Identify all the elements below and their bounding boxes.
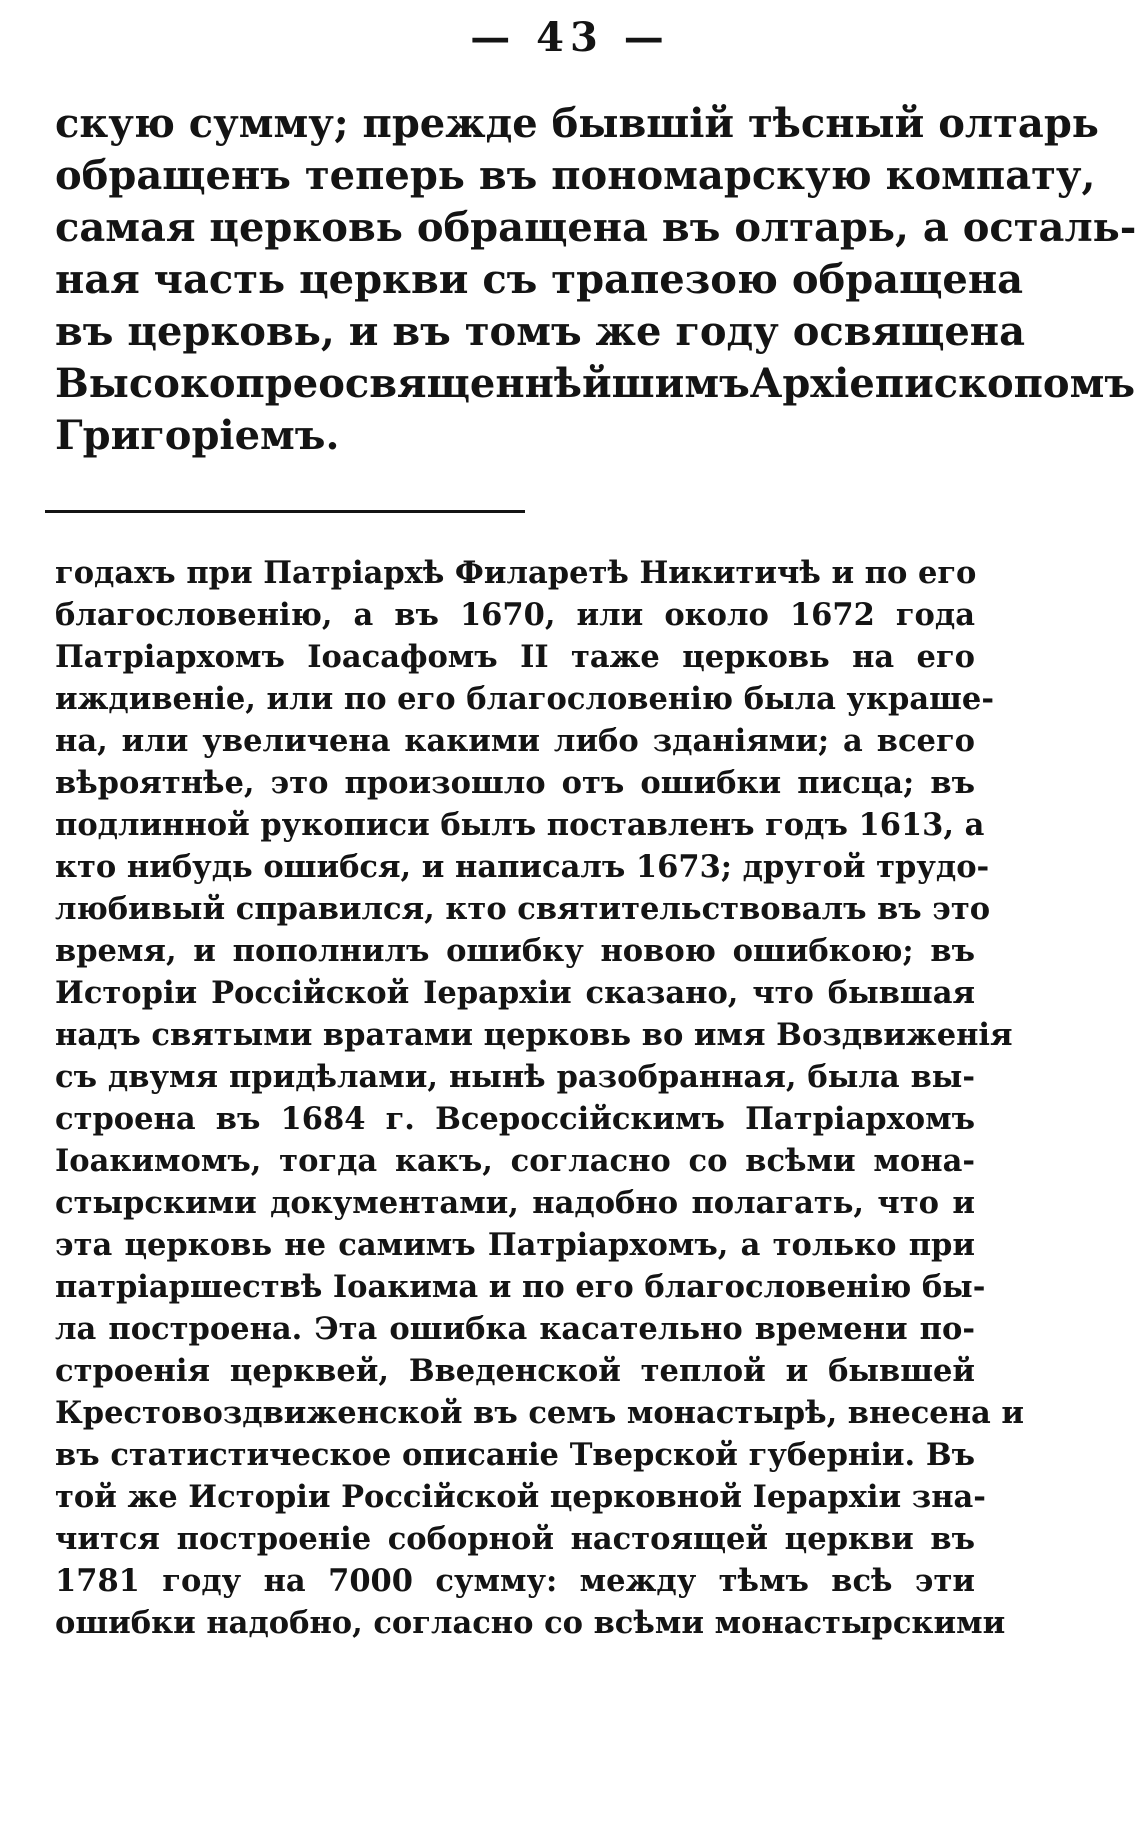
footnote-line: годахъ при Патріархѣ Филаретѣ Никитичѣ и по его	[55, 555, 977, 591]
footnote-line: ла построена. Эта ошибка касательно времени по-	[55, 1311, 975, 1347]
footnote-line: той же Исторіи Россійской церковной Іерархіи зна-	[55, 1479, 986, 1515]
footnote-line: время, и пополнилъ ошибку новою ошибкою; въ	[55, 933, 975, 969]
footnote-line: строена въ 1684 г. Всероссійскимъ Патріархомъ	[55, 1101, 975, 1137]
footnote-line: на, или увеличена какими либо зданіями; а всего	[55, 723, 975, 759]
footnote-line: вѣроятнѣе, это произошло отъ ошибки писца; въ	[55, 765, 975, 801]
footnote-line: иждивеніе, или по его благословенію была украше-	[55, 681, 994, 717]
footnote-line: Исторіи Россійской Іерархіи сказано, что бывшая	[55, 975, 975, 1011]
footnote-line: 1781 году на 7000 сумму: между тѣмъ всѣ эти	[55, 1563, 975, 1599]
footnote-line: надъ святыми вратами церковь во имя Воздвиженія	[55, 1017, 1013, 1053]
footnote	[55, 552, 1025, 1644]
footnote-line: благословенію, а въ 1670, или около 1672 года	[55, 597, 975, 633]
footnote-line: Крестовоздвиженской въ семъ монастырѣ, внесена и	[55, 1395, 1025, 1431]
main-text-line: самая церковь обращена въ олтарь, а осталь-	[55, 204, 1137, 251]
main-text-line: скую сумму; прежде бывшій тѣсный олтарь	[55, 100, 1099, 147]
footnote-line: стырскими документами, надобно полагать, что и	[55, 1185, 975, 1221]
main-text-line: ВысокопреосвященнѣйшимъАрхіепископомъ	[55, 360, 1136, 407]
footnote-line: ошибки надобно, согласно со всѣми монастырскими	[55, 1605, 1006, 1641]
footnote-line: строенія церквей, Введенской теплой и бывшей	[55, 1353, 975, 1389]
footnote-line: Патріархомъ Іоасафомъ II таже церковь на его	[55, 639, 975, 675]
main-text-line: въ церковь, и въ томъ же году освящена	[55, 308, 1025, 355]
footnote-line: съ двумя придѣлами, нынѣ разобранная, была вы-	[55, 1059, 975, 1095]
footnote-line: Іоакимомъ, тогда какъ, согласно со всѣми мона-	[55, 1143, 975, 1179]
footnote-line: патріаршествѣ Іоакима и по его благословенію бы-	[55, 1269, 986, 1305]
main-text-line: ная часть церкви съ трапезою обращена	[55, 256, 1024, 303]
main-text-line: Григоріемъ.	[55, 412, 340, 459]
footnote-line: подлинной рукописи былъ поставленъ годъ 1613, а	[55, 807, 985, 843]
footnote-line: въ статистическое описаніе Тверской губерніи. Въ	[55, 1437, 975, 1473]
footnote-line: эта церковь не самимъ Патріархомъ, а только при	[55, 1227, 975, 1263]
page-number: — 43 —	[470, 14, 670, 61]
footnote-line: чится построеніе соборной настоящей церкви въ	[55, 1521, 975, 1557]
footnote-line: кто нибудь ошибся, и написалъ 1673; другой трудо-	[55, 849, 990, 885]
footnote-separator	[45, 510, 525, 513]
footnote-line: любивый справился, кто святительствовалъ въ это	[55, 891, 991, 927]
main-text	[55, 98, 1137, 462]
main-text-line: обращенъ теперь въ пономарскую компату,	[55, 152, 1096, 199]
